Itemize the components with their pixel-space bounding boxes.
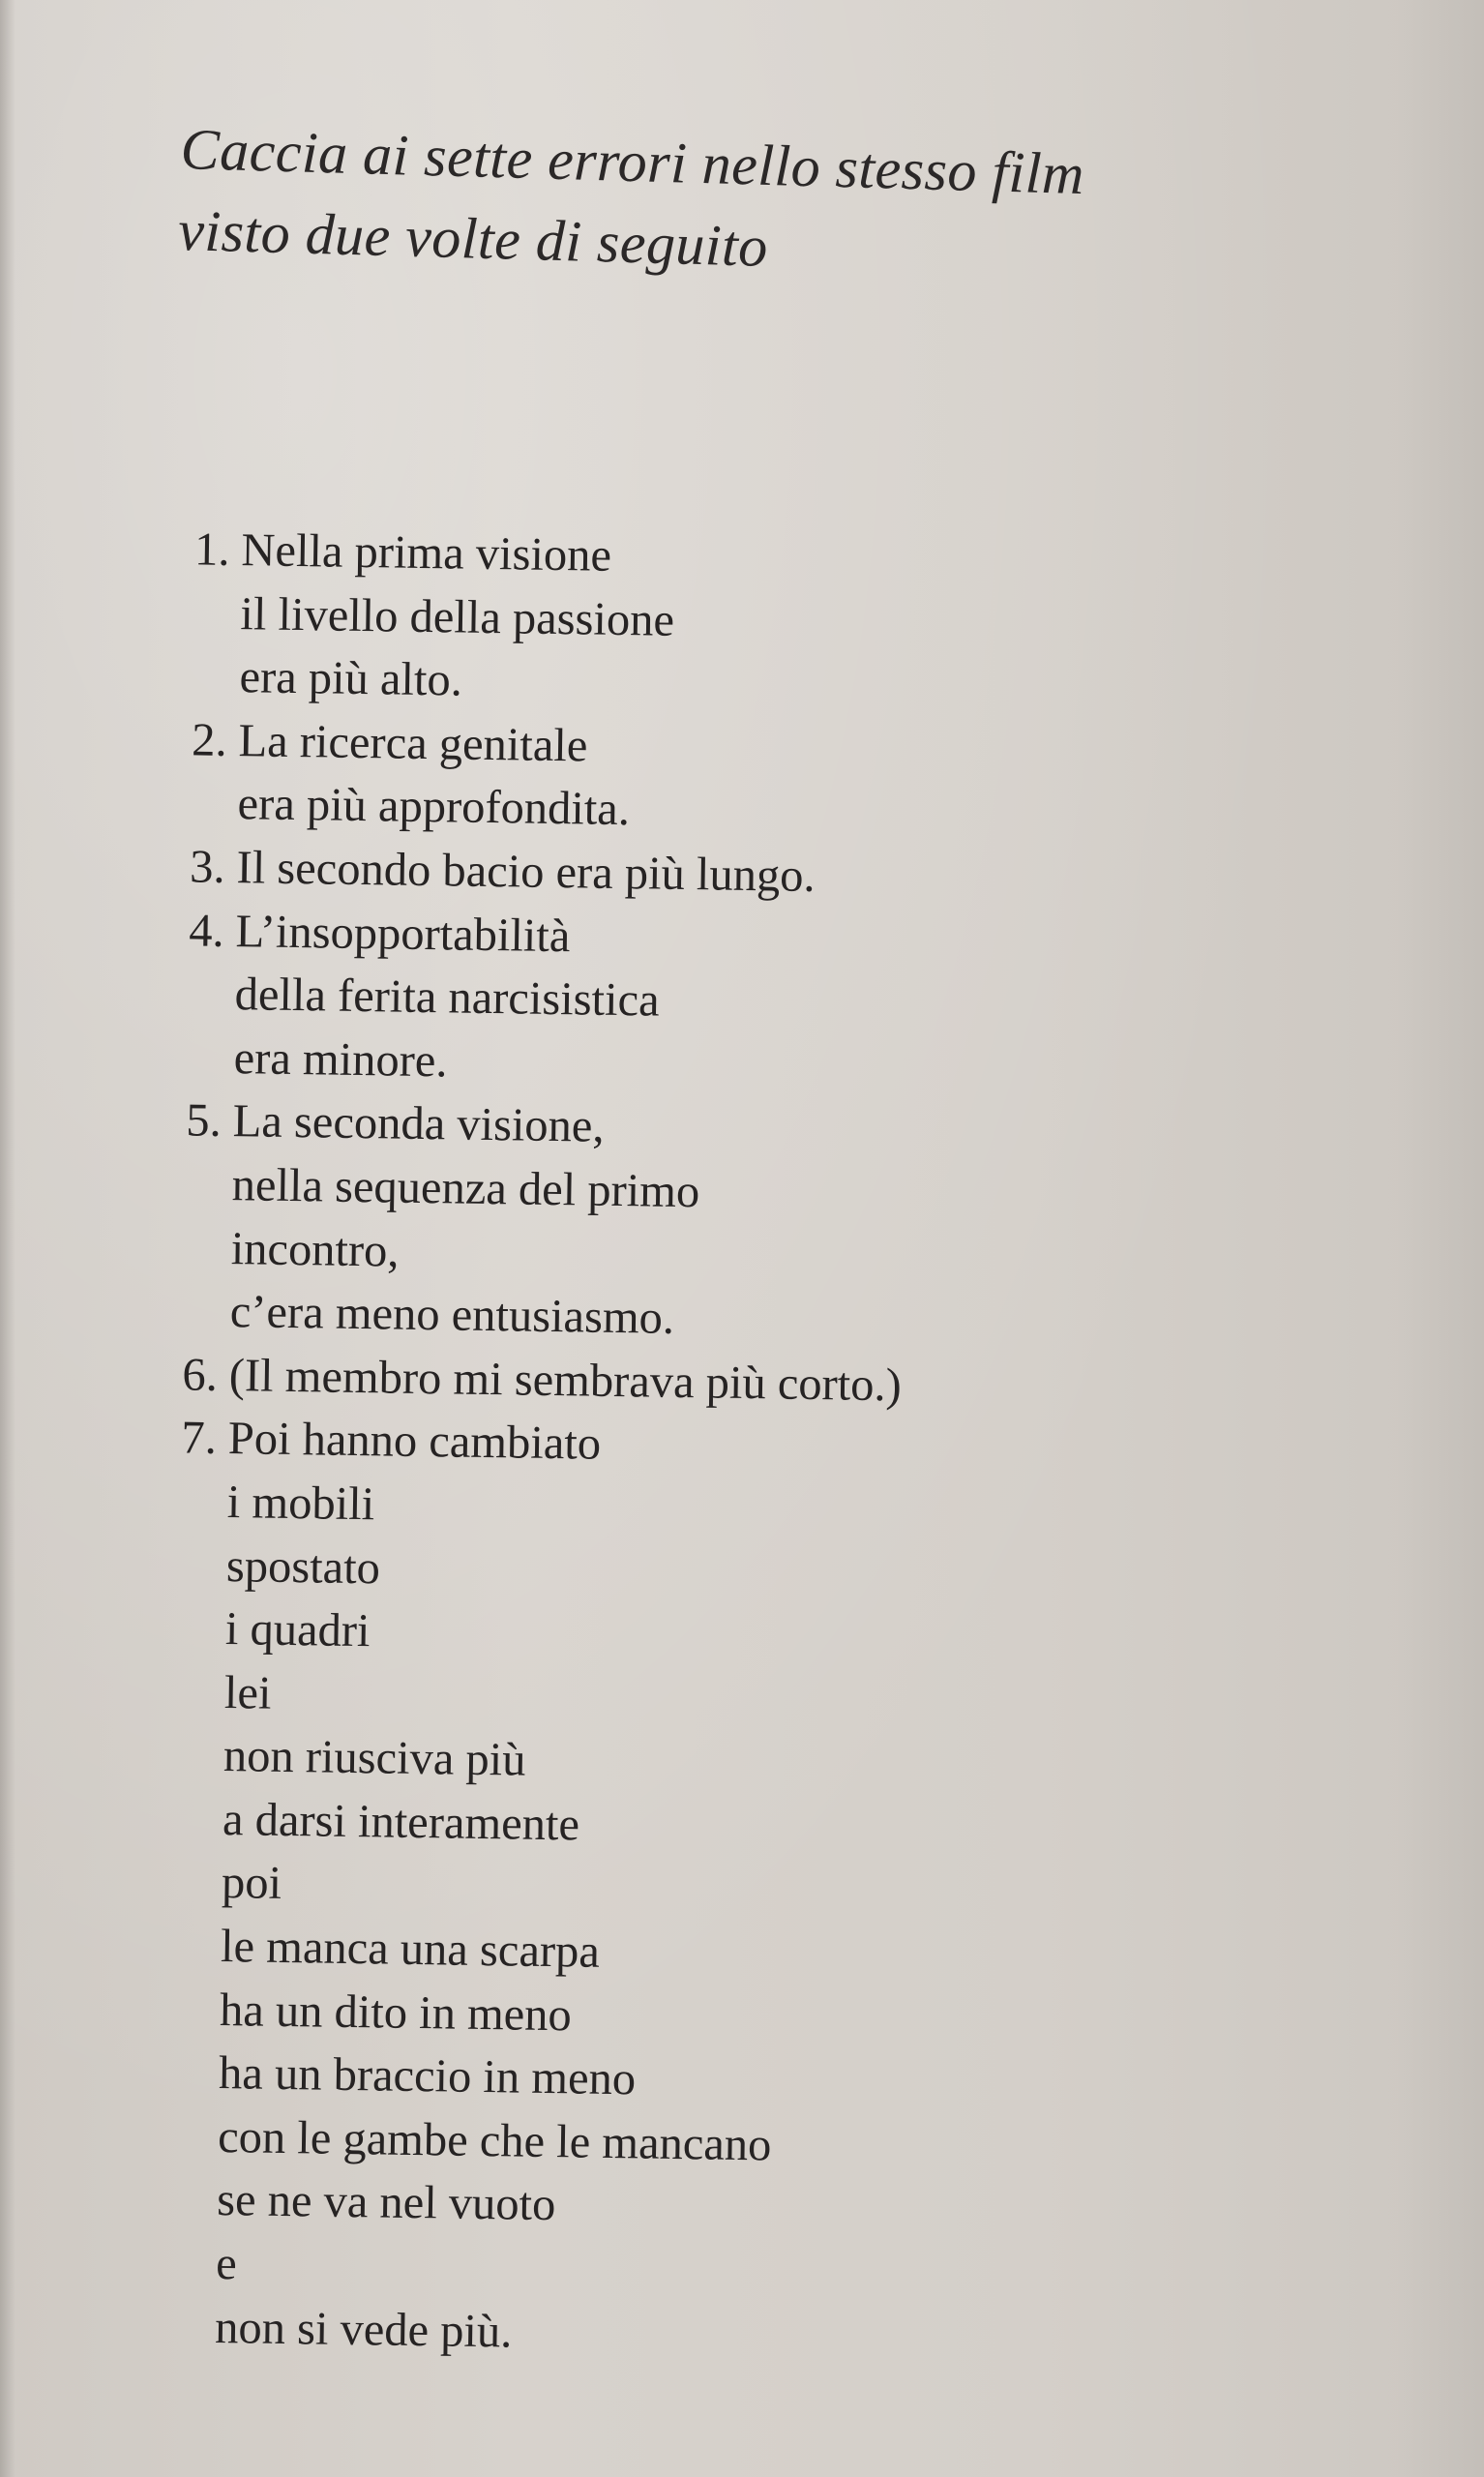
line-indent: [159, 1008, 223, 1009]
line-indent: [144, 2023, 208, 2024]
item-number: 2.: [191, 714, 227, 766]
poem-line: [155, 1215, 904, 1290]
poem-line: [149, 1660, 898, 1735]
poem-line-text: Il secondo bacio era più lungo.: [236, 842, 816, 902]
poem-line: [160, 899, 908, 973]
line-indent: [142, 2151, 206, 2152]
poem-line: [147, 1787, 896, 1862]
poem-line: [145, 1914, 894, 1988]
poem-line: [159, 962, 907, 1036]
poem-line-text: non si vede più.: [214, 2301, 513, 2358]
poem-line: [153, 1343, 902, 1418]
poem-line-text: Poi hanno cambiato: [227, 1413, 602, 1471]
line-indent: [148, 1770, 212, 1771]
poem-line: [156, 1152, 905, 1227]
poem-line: [158, 1026, 906, 1100]
line-indent: [157, 1199, 221, 1200]
line-indent: [147, 1834, 211, 1835]
item-number: 4.: [188, 904, 225, 957]
poem-line-text: Nella prima visione: [241, 524, 612, 582]
poem-body: [139, 518, 914, 2369]
line-indent: [141, 2214, 205, 2215]
poem-title: [177, 108, 1085, 296]
poem-line: [161, 835, 909, 910]
line-indent: [149, 1707, 213, 1708]
poem-line-text: le manca una scarpa: [220, 1921, 601, 1978]
poem-line: [142, 2104, 891, 2179]
line-indent: [146, 1896, 210, 1897]
poem-line: [140, 2231, 889, 2306]
poem-line: [165, 518, 914, 592]
item-number: 1.: [193, 523, 230, 576]
line-indent: [150, 1643, 214, 1644]
line-indent: [159, 1072, 223, 1073]
item-number: 5.: [185, 1094, 223, 1148]
poem-line: [149, 1597, 898, 1671]
poem-line-text: L’insopportabilità: [235, 905, 571, 962]
poem-line-text: i quadri: [224, 1603, 371, 1657]
line-indent: [155, 1326, 219, 1327]
poem-line: [144, 1977, 893, 2051]
poem-line: [150, 1533, 899, 1607]
item-number: 3.: [189, 841, 226, 893]
poem-line-text: il livello della passione: [240, 587, 675, 646]
poem-line: [164, 582, 913, 656]
poem-line-text: ha un braccio in meno: [218, 2047, 637, 2105]
poem-line: [157, 1089, 905, 1163]
poem-line-text: a darsi interamente: [222, 1793, 580, 1851]
poem-line-text: era più alto.: [239, 651, 463, 706]
line-indent: [145, 1960, 209, 1961]
poem-line-text: era più approfondita.: [237, 778, 631, 836]
poem-line: [163, 708, 911, 783]
poem-line: [148, 1723, 897, 1798]
poem-line: [151, 1470, 900, 1544]
poem-title-line-1: Caccia ai sette errori nello stesso film: [179, 116, 1085, 207]
line-indent: [156, 1262, 220, 1263]
line-indent: [143, 2087, 207, 2088]
poem-line: [152, 1406, 901, 1480]
poem-line-text: i mobili: [226, 1476, 375, 1531]
poem-line-text: della ferita narcisistica: [234, 969, 661, 1027]
poem-line-text: se ne va nel vuoto: [216, 2174, 556, 2231]
poem-line-text: c’era meno entusiasmo.: [229, 1286, 675, 1345]
poem-line-text: con le gambe che le mancano: [217, 2110, 772, 2171]
poem-line-text: spostato: [225, 1539, 381, 1594]
page-edge-shade: [1397, 0, 1484, 2477]
poem-line-text: lei: [223, 1666, 272, 1719]
poem-line-text: nella sequenza del primo: [231, 1159, 700, 1218]
line-indent: [163, 691, 227, 692]
poem-line-text: (Il membro mi sembrava più corto.): [228, 1349, 903, 1412]
line-indent: [162, 818, 225, 819]
line-indent: [152, 1516, 216, 1517]
poem-line: [154, 1279, 903, 1354]
line-indent: [139, 2341, 203, 2342]
poem-line-text: La seconda visione,: [232, 1095, 605, 1153]
item-number: 7.: [181, 1412, 218, 1465]
poem-line: [163, 644, 912, 719]
poem-title-line-2: visto due volte di seguito: [177, 197, 769, 279]
item-number: 6.: [182, 1349, 219, 1401]
poem-line: [139, 2294, 888, 2369]
poem-line: [143, 2041, 892, 2115]
poem-line-text: ha un dito in meno: [219, 1984, 573, 2042]
line-indent: [164, 628, 228, 629]
poem-line-text: La ricerca genitale: [238, 714, 588, 772]
poem-line-text: incontro,: [230, 1222, 400, 1277]
poem-line-text: poi: [221, 1857, 282, 1910]
page-gutter-shadow: [0, 0, 15, 2477]
line-indent: [151, 1579, 215, 1580]
poem-line-text: non riusciva più: [223, 1730, 526, 1786]
poem-line: [162, 771, 910, 846]
poem-line: [141, 2167, 890, 2242]
line-indent: [140, 2278, 204, 2279]
poem-line: [146, 1850, 895, 1925]
poem-line-text: e: [215, 2237, 238, 2290]
poem-line-text: era minore.: [233, 1031, 448, 1088]
